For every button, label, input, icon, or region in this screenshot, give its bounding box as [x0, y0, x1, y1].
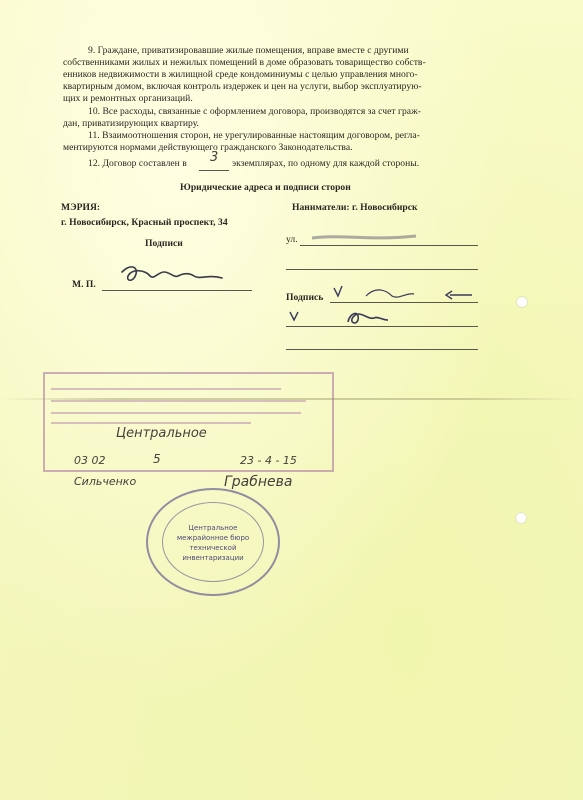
street-prefix: ул.	[286, 234, 298, 245]
mayor-label: МЭРИЯ:	[61, 202, 101, 213]
stamp-surname-right: Грабнева	[224, 474, 293, 490]
clause-9-line-5: щих и ремонтных организаций.	[63, 93, 193, 104]
address-line-1	[300, 245, 478, 246]
clause-9-line-1: 9. Граждане, приватизировавшие жилые помещения, вправе вместе с другими	[88, 45, 409, 56]
stamp-number: 5	[153, 452, 161, 466]
clause-11-line-1: 11. Взаимоотношения сторон, не урегулированные настоящим договором, регла-	[88, 130, 420, 141]
tenant-signature-1	[332, 282, 482, 304]
mayor-signature	[118, 262, 228, 288]
seal-line-2: межрайонное бюро	[176, 534, 250, 542]
punch-hole	[515, 512, 527, 524]
crossed-out-address	[310, 232, 420, 244]
clause-12-blank-line	[199, 170, 229, 171]
clause-9-line-4: квартирным домом, включая контроль издержек и цен на услуги, выбор эксплуатирую-	[63, 81, 422, 92]
signature-label: Подпись	[286, 292, 324, 303]
seal-line-1: Центральное	[188, 524, 238, 532]
signatures-label: Подписи	[145, 238, 183, 249]
clause-10-line-1: 10. Все расходы, связанные с оформлением договора, производятся за счет граж-	[88, 106, 421, 117]
seal-line-4: инвентаризации	[182, 554, 244, 562]
section-title: Юридические адреса и подписи сторон	[180, 182, 351, 193]
stamp-surname-left: Сильченко	[74, 475, 137, 488]
mp-label: М. П.	[72, 279, 96, 290]
stamp-date-b: 23 - 4 - 15	[240, 454, 297, 467]
tenants-label: Наниматели: г. Новосибирск	[292, 202, 418, 213]
stamp-date-a: 03 02	[74, 454, 106, 467]
seal-line-3: технической	[189, 544, 237, 552]
tenant-blank-line	[286, 349, 478, 350]
round-seal	[146, 488, 280, 596]
stamp-org-name: Центральное	[116, 426, 207, 441]
address-line-2	[286, 269, 478, 270]
mayor-signature-line	[102, 290, 252, 291]
punch-hole	[516, 296, 528, 308]
clause-12-prefix: 12. Договор составлен в	[88, 158, 187, 169]
mayor-address: г. Новосибирск, Красный проспект, 34	[61, 217, 228, 228]
tenant-signature-2	[288, 308, 408, 328]
clause-9-line-2: собственниками жилых и нежилых помещений в доме образовать товарищество собств-	[63, 57, 426, 68]
clause-12-suffix: экземплярах, по одному для каждой стороны.	[232, 158, 420, 169]
clause-10-line-2: дан, приватизирующих квартиру.	[63, 118, 199, 129]
clause-9-line-3: енников недвижимости в жилищной среде кондоминиумы с целью управления много-	[63, 69, 418, 80]
clause-12-copies-count: 3	[210, 150, 219, 165]
clause-11-line-2: ментируются нормами действующего гражданского Законодательства.	[63, 142, 353, 153]
